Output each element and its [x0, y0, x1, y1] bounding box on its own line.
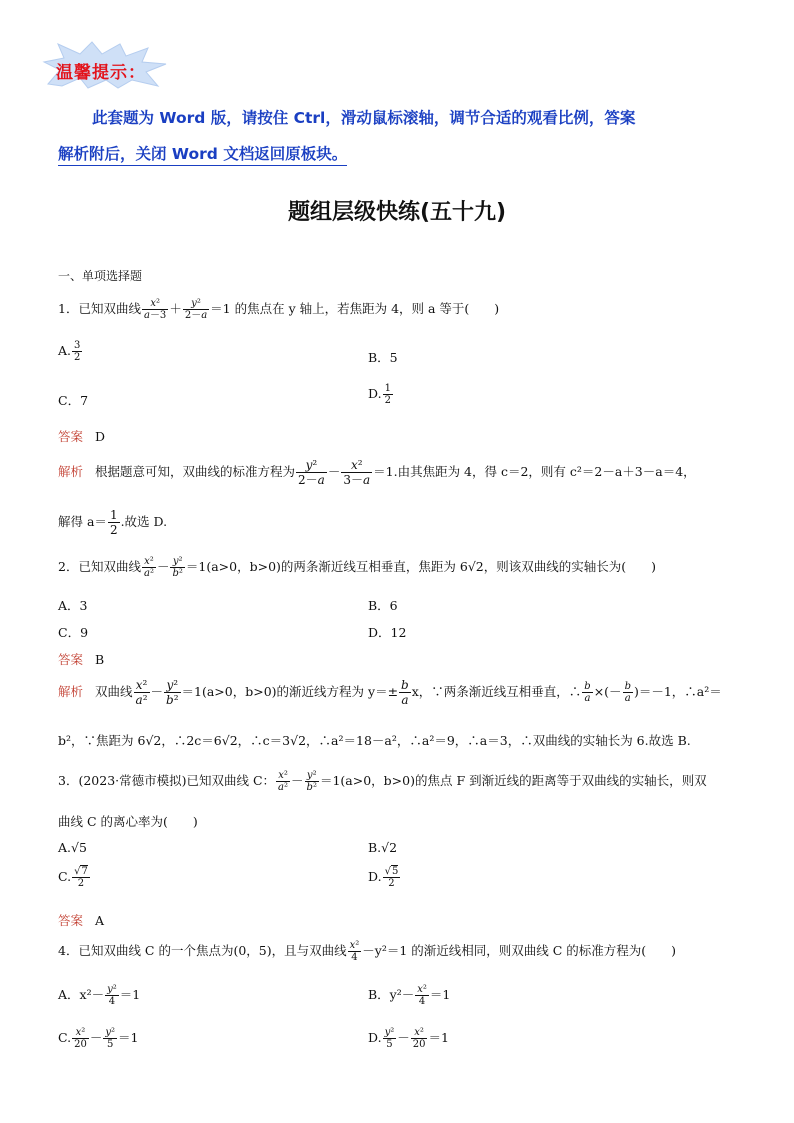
q3-frac-2: $\frac{\text{y²}}{\text{b²}}$	[306, 770, 317, 793]
q2-option-b: B．6	[368, 598, 398, 613]
q2-analysis-label: 解析	[58, 684, 84, 699]
q1-answer-value: D	[95, 429, 106, 444]
q3-opt-d-frac: $\frac{√5}{2}$	[384, 866, 399, 889]
q4-opt-b-frac: $\frac{\text{x²}}{4}$	[417, 984, 427, 1007]
q3-frac-1: $\frac{\text{x²}}{\text{a²}}$	[278, 770, 289, 793]
q2-answer-label: 答案	[58, 652, 84, 667]
q1-analysis-frac-1: $\frac{\text{y²}}{2-a}$	[298, 458, 325, 487]
q1-analysis-frac-2: $\frac{\text{x²}}{3-a}$	[343, 458, 371, 487]
q3-option-a: A.√5	[58, 840, 87, 855]
warm-tip-badge	[40, 40, 170, 90]
q2-analysis-line-1: 解析 双曲线 $\frac{\text{x²}}{\text{a²}}$ － $\frac{\text{y²}}{\text{b²}}$ ＝1(a>0，b>0)的渐近线方程为 y＝± $\frac{b}{a}$ x，∵两条渐近线互相垂直，∴ $\frac{b}{a}$ ×(－ $\frac{b}{a}$ )＝－1，∴a²＝	[58, 678, 722, 707]
q2-analysis-1c: x，∵两条渐近线互相垂直，∴	[411, 684, 582, 699]
q3-option-d	[368, 866, 401, 889]
q2-frac-1: $\frac{\text{x²}}{\text{a²}}$	[143, 556, 154, 579]
page-title: 题组层级快练(五十九)	[287, 200, 507, 225]
q2-option-d: D．12	[368, 625, 407, 640]
q3-answer-label: 答案	[58, 913, 84, 928]
q2-analysis-1d: ＝－1，∴a²＝	[638, 684, 722, 699]
q3-option-b: B.√2	[368, 840, 398, 855]
q2-analysis-1a: 双曲线	[95, 684, 133, 699]
q1-option-a	[58, 340, 83, 363]
q4-opt-b-label: B．y²－	[368, 987, 415, 1002]
q2-suffix: ＝1(a>0，b>0)的两条渐近线互相垂直，焦距为 6√2，则该双曲线的实轴长为( )	[185, 559, 657, 574]
q2-option-c: C．9	[58, 625, 89, 640]
q2-analysis-frac-4: $\frac{b}{a}$	[584, 681, 591, 704]
q4-option-c: C. $\frac{\text{x²}}{20}$ － $\frac{\text{y²}}{5}$ ＝1	[58, 1027, 139, 1050]
q3-line-1b: ＝1(a>0，b>0)的焦点 F 到渐近线的距离等于双曲线的实轴长，则双	[319, 773, 707, 788]
q2-analysis-frac-1: $\frac{\text{x²}}{\text{a²}}$	[135, 678, 148, 707]
q3-opt-d-label: D.	[368, 869, 382, 884]
q1-analysis-line-2	[58, 508, 167, 537]
q4-opt-d-frac-2: $\frac{\text{x²}}{20}$	[412, 1027, 426, 1050]
q1-prefix: 1．已知双曲线	[58, 301, 141, 316]
q4-opt-c-frac-2: $\frac{\text{y²}}{5}$	[105, 1027, 116, 1050]
q1-analysis-1b: ＝1.由其焦距为 4，得 c＝2，则有 c²＝2－a＋3－a＝4，	[373, 464, 696, 479]
question-2: 2．已知双曲线 $\frac{\text{x²}}{\text{a²}}$ － $\frac{\text{y²}}{\text{b²}}$ ＝1(a>0，b>0)的两条渐近线互相垂直，焦距为 6√2，则该双曲线的实轴长为( )	[58, 556, 657, 579]
q3-opt-c-frac: $\frac{√7}{2}$	[74, 866, 88, 889]
q4-option-d: D. $\frac{\text{y²}}{5}$ － $\frac{\text{x²}}{20}$ ＝1	[368, 1027, 449, 1050]
q1-analysis-frac-3: $\frac{1}{2}$	[109, 508, 118, 537]
q3-line-1a: 3．(2023·常德市模拟)已知双曲线 C：	[58, 773, 276, 788]
q1-frac-1: $\frac{\text{x²}}{a-3}$	[143, 298, 167, 321]
q1-analysis-1a: 根据题意可知，双曲线的标准方程为	[95, 464, 296, 479]
question-1: 1．已知双曲线 $\frac{\text{x²}}{a-3}$ ＋ $\frac{\text{y²}}{2-a}$ ＝1 的焦点在 y 轴上，若焦距为 4，则 a 等于( )	[58, 298, 500, 321]
q4-opt-a-label: A．x²－	[58, 987, 105, 1002]
q2-prefix: 2．已知双曲线	[58, 559, 141, 574]
q4-opt-d-label: D.	[368, 1030, 382, 1045]
q3-answer	[58, 911, 104, 929]
notice-line-1: 此套题为 Word 版，请按住 Ctrl，滑动鼠标滚轴，调节合适的观看比例，答案	[92, 109, 636, 127]
question-3-line-1: 3．(2023·常德市模拟)已知双曲线 C： $\frac{\text{x²}}{\text{a²}}$ － $\frac{\text{y²}}{\text{b²}}$ ＝1(a>0，b>0)的焦点 F 到渐近线的距离等于双曲线的实轴长，则双	[58, 770, 707, 793]
q2-answer-value: B	[95, 652, 105, 667]
q1-answer	[58, 427, 105, 445]
q3-answer-value: A	[95, 913, 105, 928]
q2-analysis-frac-3: $\frac{b}{a}$	[401, 678, 409, 707]
q1-option-d	[368, 383, 394, 406]
question-3-line-2: 曲线 C 的离心率为( )	[58, 814, 198, 829]
q1-analysis-2a: 解得 a＝	[58, 514, 107, 529]
q4-prefix: 4．已知双曲线 C 的一个焦点为(0，5)，且与双曲线	[58, 943, 347, 958]
q4-option-a: A．x²－ $\frac{\text{y²}}{4}$ ＝1	[58, 984, 141, 1007]
q3-option-c	[58, 866, 91, 889]
q1-frac-2: $\frac{\text{y²}}{2-a}$	[184, 298, 208, 321]
q1-analysis-label: 解析	[58, 464, 84, 479]
q4-option-b: B．y²－ $\frac{\text{x²}}{4}$ ＝1	[368, 984, 451, 1007]
q2-analysis-frac-5: $\frac{b}{a}$	[624, 681, 631, 704]
q4-suffix: －y²＝1 的渐近线相同，则双曲线 C 的标准方程为( )	[362, 943, 677, 958]
q2-analysis-1b: ＝1(a>0，b>0)的渐近线方程为 y＝±	[181, 684, 399, 699]
q4-frac-1: $\frac{\text{x²}}{4}$	[349, 940, 360, 963]
q3-opt-c-label: C.	[58, 869, 72, 884]
q4-opt-c-frac-1: $\frac{\text{x²}}{20}$	[74, 1027, 87, 1050]
question-4	[58, 940, 676, 963]
q2-answer	[58, 650, 104, 668]
q1-opt-a-frac: $\frac{3}{2}$	[74, 340, 81, 363]
q4-opt-c-label: C.	[58, 1030, 72, 1045]
notice-text	[58, 100, 748, 172]
q4-opt-a-frac: $\frac{\text{y²}}{4}$	[107, 984, 117, 1007]
q2-analysis-frac-2: $\frac{\text{y²}}{\text{b²}}$	[166, 678, 179, 707]
q1-answer-label: 答案	[58, 429, 84, 444]
warm-tip-label: 温馨提示：	[56, 63, 146, 83]
q1-analysis-line-1: 解析 根据题意可知，双曲线的标准方程为 $\frac{\text{y²}}{2-a}$ － $\frac{\text{x²}}{3-a}$ ＝1.由其焦距为 4，得 c＝2，则有 c²＝2－a＋3－a＝4，	[58, 458, 696, 487]
notice-line-2[interactable]: 解析附后，关闭 Word 文档返回原板块。	[58, 143, 347, 166]
q4-opt-d-frac-1: $\frac{\text{y²}}{5}$	[384, 1027, 395, 1050]
q1-opt-d-label: D.	[368, 386, 382, 401]
q1-opt-a-label: A.	[58, 343, 72, 358]
q2-option-a: A．3	[58, 598, 88, 613]
q2-frac-2: $\frac{\text{y²}}{\text{b²}}$	[172, 556, 183, 579]
q1-option-b: B．5	[368, 350, 398, 365]
q2-analysis-line-2: b²，∵焦距为 6√2，∴2c＝6√2，∴c＝3√2，∴a²＝18－a²，∴a²＝9，∴a＝3，∴双曲线的实轴长为 6.故选 B.	[58, 733, 691, 748]
q1-option-c: C．7	[58, 393, 89, 408]
q1-suffix: ＝1 的焦点在 y 轴上，若焦距为 4，则 a 等于( )	[210, 301, 500, 316]
section-heading: 一、单项选择题	[58, 269, 143, 283]
q1-opt-d-frac: $\frac{1}{2}$	[384, 383, 391, 406]
q1-analysis-2b: .故选 D.	[120, 514, 168, 529]
